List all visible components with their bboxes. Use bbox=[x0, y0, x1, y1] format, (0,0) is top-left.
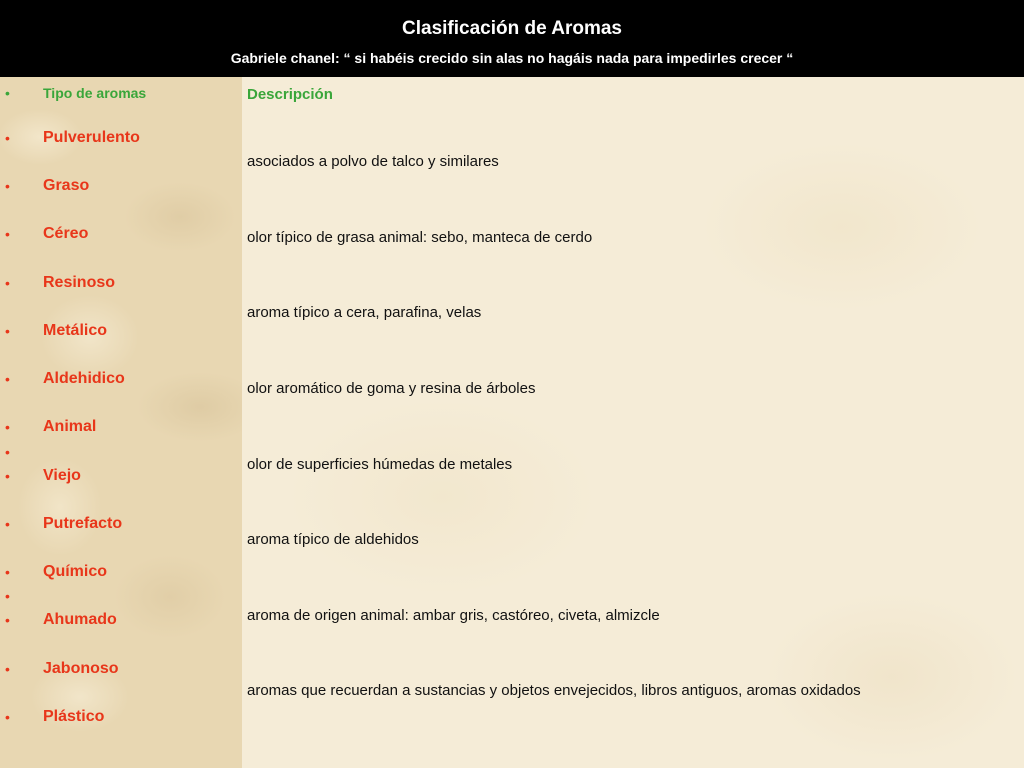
description-text: olor aromático de goma y resina de árboles bbox=[247, 380, 536, 397]
bullet-icon: • bbox=[5, 564, 10, 580]
aroma-type-label: Animal bbox=[43, 418, 97, 435]
bullet-icon: • bbox=[5, 419, 10, 435]
aroma-type-label: Putrefacto bbox=[43, 515, 123, 532]
bullet-icon: • bbox=[5, 661, 10, 677]
aroma-type-item bbox=[0, 369, 242, 393]
slide-subtitle-quote: Gabriele chanel: “ si habéis crecido sin alas no hagáis nada para impedirles crecer “ bbox=[230, 50, 794, 66]
aroma-type-label: Resinoso bbox=[43, 274, 116, 291]
aroma-type-label: Químico bbox=[43, 563, 108, 580]
aroma-type-item bbox=[0, 610, 242, 634]
bullet-icon: • bbox=[5, 130, 10, 146]
aroma-type-item bbox=[0, 321, 242, 345]
aroma-type-item bbox=[0, 417, 242, 441]
bullet-icon: • bbox=[5, 468, 10, 484]
empty-bullet-icon: • bbox=[5, 588, 10, 604]
aroma-type-label: Jabonoso bbox=[43, 660, 119, 677]
aroma-type-item bbox=[0, 224, 242, 248]
aroma-type-label: Ahumado bbox=[43, 611, 117, 628]
bullet-icon: • bbox=[5, 612, 10, 628]
aroma-types-heading: Tipo de aromas bbox=[43, 85, 147, 101]
bullet-icon: • bbox=[5, 709, 10, 725]
aroma-type-label: Céreo bbox=[43, 225, 89, 242]
aroma-type-item bbox=[0, 128, 242, 152]
aroma-type-item bbox=[0, 176, 242, 200]
bullet-icon: • bbox=[5, 275, 10, 291]
description-text: olor de superficies húmedas de metales bbox=[247, 456, 513, 473]
aroma-type-label: Pulverulento bbox=[43, 129, 140, 146]
descriptions-panel bbox=[242, 77, 1024, 768]
aroma-type-item bbox=[0, 707, 242, 731]
description-text: aroma típico de aldehidos bbox=[247, 531, 419, 548]
aroma-type-item bbox=[0, 466, 242, 490]
aroma-type-item bbox=[0, 562, 242, 586]
aroma-type-label: Aldehidico bbox=[43, 370, 125, 387]
bullet-icon: • bbox=[5, 516, 10, 532]
description-text: aroma de origen animal: ambar gris, castóreo, civeta, almizcle bbox=[247, 607, 660, 624]
bullet-icon: • bbox=[5, 371, 10, 387]
aroma-type-label: Graso bbox=[43, 177, 90, 194]
description-text: aroma típico a cera, parafina, velas bbox=[247, 304, 482, 321]
bullet-icon: • bbox=[5, 85, 10, 101]
aroma-type-item bbox=[0, 273, 242, 297]
empty-bullet-icon: • bbox=[5, 444, 10, 460]
aroma-type-label: Viejo bbox=[43, 467, 81, 484]
aroma-type-item bbox=[0, 514, 242, 538]
aroma-types-heading-row bbox=[0, 83, 242, 107]
aroma-type-label: Metálico bbox=[43, 322, 108, 339]
bullet-icon: • bbox=[5, 178, 10, 194]
aroma-type-item bbox=[0, 659, 242, 683]
aroma-type-label: Plástico bbox=[43, 708, 105, 725]
description-text: asociados a polvo de talco y similares bbox=[247, 153, 499, 170]
bullet-icon: • bbox=[5, 226, 10, 242]
slide-title: Clasificación de Aromas bbox=[402, 18, 622, 39]
bullet-icon: • bbox=[5, 323, 10, 339]
description-text: aromas que recuerdan a sustancias y objetos envejecidos, libros antiguos, aromas oxidados bbox=[247, 682, 861, 699]
slide-header bbox=[0, 0, 1024, 77]
description-text: olor típico de grasa animal: sebo, manteca de cerdo bbox=[247, 229, 593, 246]
description-heading: Descripción bbox=[247, 86, 333, 103]
